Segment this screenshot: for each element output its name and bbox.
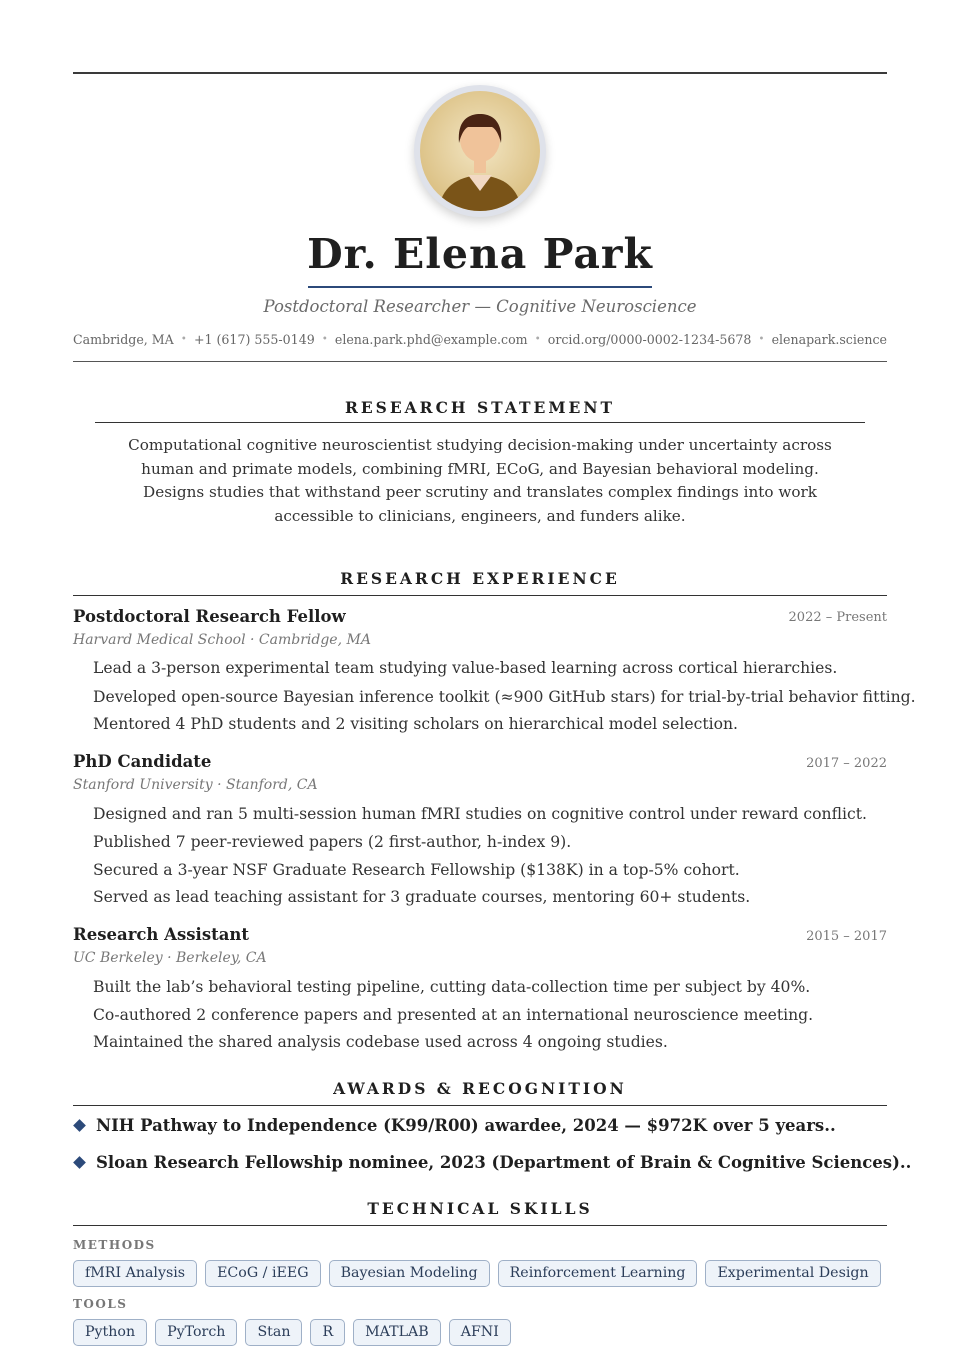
job-title: PhD Candidate xyxy=(73,752,212,771)
job-bullet: Developed open-source Bayesian inference toolkit (≈900 GitHub stars) for trial-by-trial behavior fitting. xyxy=(93,688,916,706)
skills-tools-chips xyxy=(73,1319,511,1346)
section-rule-skills xyxy=(73,1225,887,1226)
section-rule-awards xyxy=(73,1105,887,1106)
contact-separator: • xyxy=(180,334,187,345)
award-item xyxy=(73,1116,836,1135)
job-organization: UC Berkeley · Berkeley, CA xyxy=(73,950,267,966)
contact-separator: • xyxy=(534,334,541,345)
job-bullet: Served as lead teaching assistant for 3 graduate courses, mentoring 60+ students. xyxy=(93,888,751,906)
job-bullet: Built the lab’s behavioral testing pipeline, cutting data-collection time per subject by 40%. xyxy=(93,978,811,996)
job-bullet: Designed and ran 5 multi-session human fMRI studies on cognitive control under reward conflict. xyxy=(93,805,867,823)
diamond-bullet-icon xyxy=(73,1156,86,1169)
skill-chip: PyTorch xyxy=(155,1319,237,1346)
job-bullet: Co-authored 2 conference papers and presented at an international neuroscience meeting. xyxy=(93,1006,814,1024)
job-bullet: Lead a 3-person experimental team studying value-based learning across cortical hierarchies. xyxy=(93,659,838,677)
skills-methods-chips xyxy=(73,1260,881,1287)
contact-rule xyxy=(73,361,887,362)
candidate-name: Dr. Elena Park xyxy=(307,230,653,278)
skill-chip: MATLAB xyxy=(353,1319,441,1346)
skill-chip: Bayesian Modeling xyxy=(329,1260,490,1287)
skill-chip: R xyxy=(310,1319,345,1346)
name-underline xyxy=(308,286,652,288)
contact-phone[interactable]: +1 (617) 555-0149 xyxy=(193,332,315,347)
section-title-skills: TECHNICAL SKILLS xyxy=(367,1199,593,1218)
skill-chip: Stan xyxy=(245,1319,302,1346)
job-bullet: Published 7 peer-reviewed papers (2 first-author, h-index 9). xyxy=(93,833,572,851)
top-rule xyxy=(73,72,887,74)
job-bullet: Mentored 4 PhD students and 2 visiting scholars on hierarchical model selection. xyxy=(93,715,738,733)
skills-tools-label: TOOLS xyxy=(73,1297,128,1311)
skill-chip: Python xyxy=(73,1319,147,1346)
contact-email[interactable]: elena.park.phd@example.com xyxy=(334,332,528,347)
candidate-subtitle: Postdoctoral Researcher — Cognitive Neuroscience xyxy=(263,297,697,316)
job-dates: 2017 – 2022 xyxy=(806,756,887,771)
job-bullet: Secured a 3-year NSF Graduate Research Fellowship ($138K) in a top-5% cohort. xyxy=(93,861,740,879)
job-title: Postdoctoral Research Fellow xyxy=(73,607,346,626)
award-item xyxy=(73,1153,911,1172)
job-dates: 2015 – 2017 xyxy=(806,929,887,944)
research-statement-text: Computational cognitive neuroscientist studying decision-making under uncertainty across human and primate models, combining fMRI, ECoG, and Bayesian behavioral modeling. Designs studies that withstand peer scrutiny and translates complex findings into work accessible to clinicians, engineers, and funders alike. xyxy=(128,436,832,525)
job-organization: Stanford University · Stanford, CA xyxy=(73,777,318,793)
award-text: Sloan Research Fellowship nominee, 2023 (Department of Brain & Cognitive Sciences).. xyxy=(96,1153,912,1172)
skill-chip: Experimental Design xyxy=(705,1260,880,1287)
section-rule-experience xyxy=(73,595,887,596)
contact-separator: • xyxy=(321,334,328,345)
avatar xyxy=(414,85,546,217)
contact-location: Cambridge, MA xyxy=(73,332,174,347)
contact-website[interactable]: elenapark.science xyxy=(771,332,887,347)
contact-separator: • xyxy=(758,334,765,345)
skill-chip: Reinforcement Learning xyxy=(498,1260,698,1287)
award-text: NIH Pathway to Independence (K99/R00) awardee, 2024 — $972K over 5 years.. xyxy=(96,1116,836,1135)
skill-chip: fMRI Analysis xyxy=(73,1260,197,1287)
skill-chip: AFNI xyxy=(449,1319,511,1346)
skills-methods-label: METHODS xyxy=(73,1238,156,1252)
job-dates: 2022 – Present xyxy=(788,610,887,625)
job-bullet: Maintained the shared analysis codebase used across 4 ongoing studies. xyxy=(93,1033,668,1051)
contact-orcid[interactable]: orcid.org/0000-0002-1234-5678 xyxy=(547,332,752,347)
section-title-awards: AWARDS & RECOGNITION xyxy=(333,1079,627,1098)
person-avatar-icon xyxy=(420,91,540,211)
job-title: Research Assistant xyxy=(73,925,250,944)
section-title-statement: RESEARCH STATEMENT xyxy=(344,398,616,417)
section-rule-statement xyxy=(95,422,865,423)
resume-page xyxy=(73,0,916,1358)
section-title-experience: RESEARCH EXPERIENCE xyxy=(340,569,620,588)
diamond-bullet-icon xyxy=(73,1119,86,1132)
contact-line xyxy=(73,332,887,347)
skill-chip: ECoG / iEEG xyxy=(205,1260,320,1287)
job-organization: Harvard Medical School · Cambridge, MA xyxy=(73,632,371,648)
